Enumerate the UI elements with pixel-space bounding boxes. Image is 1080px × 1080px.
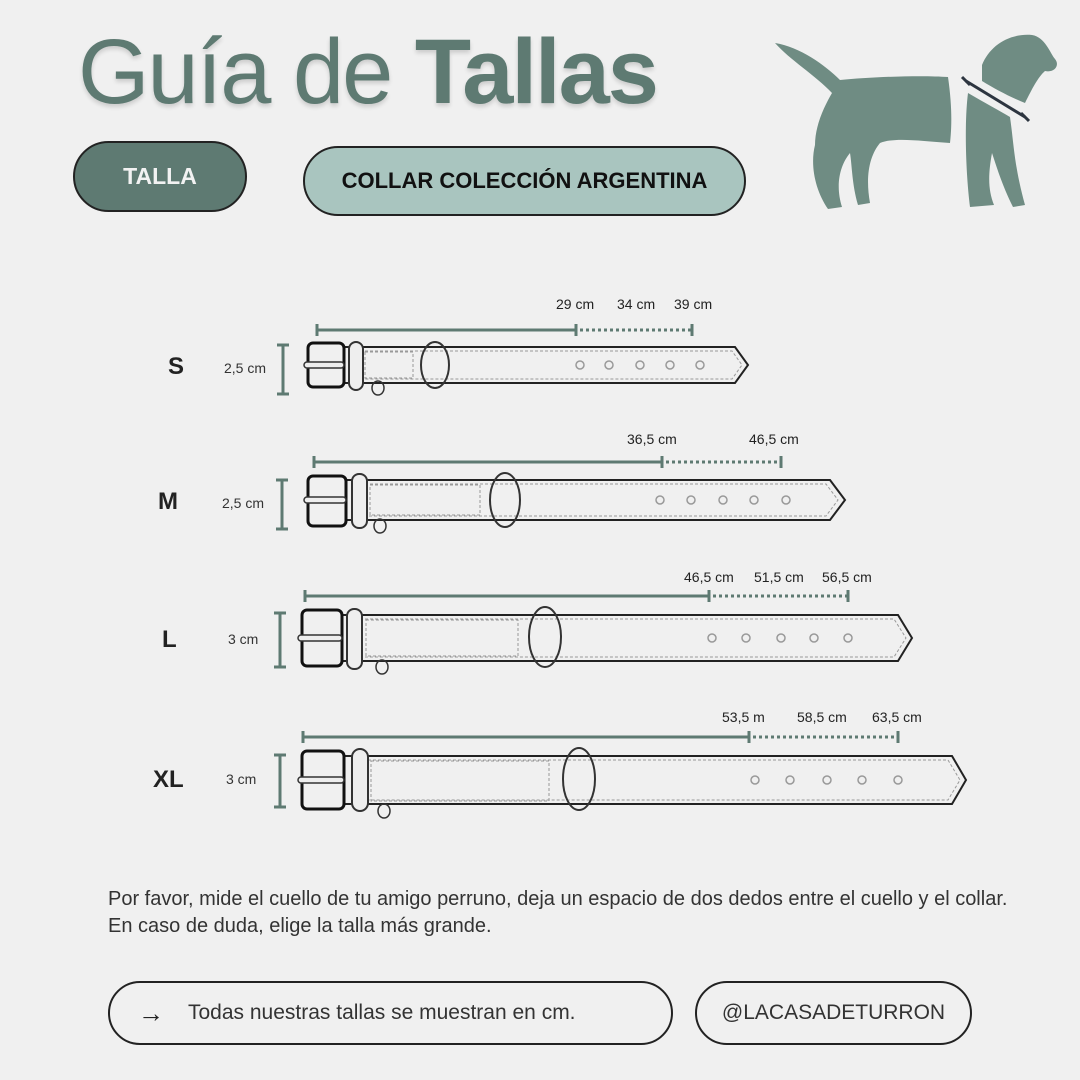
- title-bold: Tallas: [414, 21, 657, 123]
- title-light: Guía de: [78, 21, 415, 123]
- size-label: XL: [153, 766, 184, 793]
- mid-length: 58,5 cm: [797, 709, 847, 725]
- units-text: Todas nuestras tallas se muestran en cm.: [188, 1001, 576, 1024]
- size-badge-label: TALLA: [123, 163, 197, 189]
- min-length: 36,5 cm: [627, 431, 677, 447]
- social-handle: @LACASADETURRON: [721, 1001, 946, 1024]
- size-row-m: [0, 425, 1080, 565]
- units-info-pill: [108, 981, 673, 1045]
- size-label: M: [158, 488, 178, 515]
- collar-illustration: [0, 703, 1080, 843]
- width-label: 3 cm: [226, 771, 257, 787]
- max-length: 63,5 cm: [872, 709, 922, 725]
- width-label: 2,5 cm: [224, 360, 267, 376]
- collar-illustration: [0, 290, 1080, 430]
- min-length: 29 cm: [556, 296, 595, 312]
- note-line-2: En caso de duda, elige la talla más grande.: [108, 915, 492, 937]
- min-length: 46,5 cm: [684, 569, 734, 585]
- max-length: 56,5 cm: [822, 569, 872, 585]
- collar-illustration: [0, 563, 1080, 703]
- measuring-note: [108, 886, 1048, 940]
- width-label: 2,5 cm: [222, 495, 265, 511]
- mid-length: 34 cm: [617, 296, 656, 312]
- max-length: 39 cm: [674, 296, 713, 312]
- note-line-1: Por favor, mide el cuello de tu amigo perruno, deja un espacio de dos dedos entre el cuello y el collar.: [108, 888, 1008, 910]
- size-row-s: [0, 290, 1080, 430]
- min-length: 53,5 m: [722, 709, 765, 725]
- size-label: S: [168, 353, 185, 380]
- page-title: [78, 22, 657, 123]
- product-badge: [303, 146, 746, 216]
- dog-neck-measure-icon: [770, 25, 1060, 215]
- collar-illustration: [0, 425, 1080, 565]
- max-length: 46,5 cm: [749, 431, 799, 447]
- size-label: L: [162, 626, 177, 653]
- mid-length: 51,5 cm: [754, 569, 804, 585]
- social-handle-pill[interactable]: [695, 981, 972, 1045]
- arrow-right-icon: →: [138, 997, 164, 1028]
- size-badge: [73, 141, 247, 212]
- width-label: 3 cm: [228, 631, 259, 647]
- size-row-xl: [0, 703, 1080, 843]
- size-row-l: [0, 563, 1080, 703]
- product-badge-label: COLLAR COLECCIÓN ARGENTINA: [341, 168, 708, 193]
